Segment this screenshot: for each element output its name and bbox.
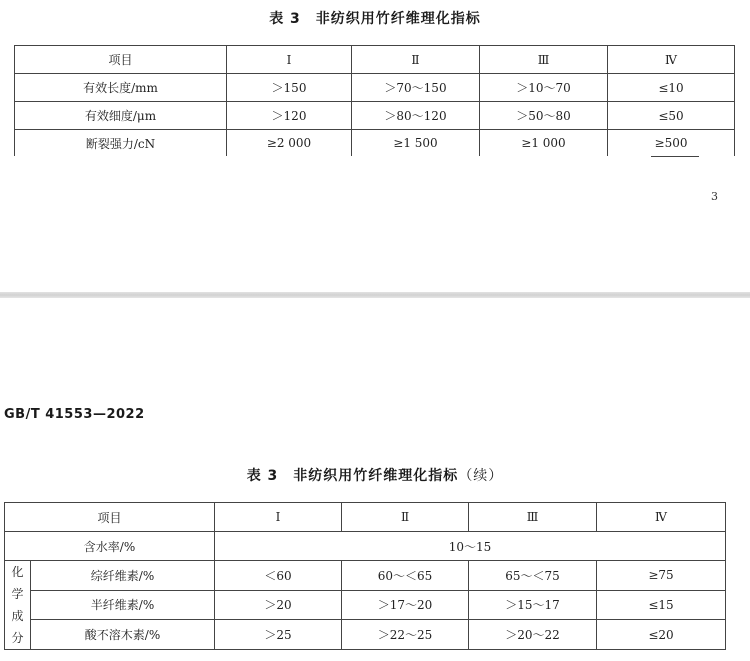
cell: ＜60	[215, 561, 342, 591]
cell: ＞150	[227, 74, 352, 102]
table-row	[15, 74, 735, 102]
header-grade-1: Ⅰ	[215, 503, 342, 532]
chemical-composition-group-label	[5, 561, 31, 650]
row-label: 有效细度/μm	[15, 102, 227, 130]
header-grade-3: Ⅲ	[469, 503, 597, 532]
cell: ＞10～70	[480, 74, 608, 102]
cell: ≤10	[608, 74, 735, 102]
table-row	[5, 590, 726, 620]
table-row	[15, 102, 735, 130]
physicochemical-table	[14, 45, 735, 156]
row-label: 含水率/%	[5, 532, 215, 561]
header-grade-1: Ⅰ	[227, 46, 352, 74]
table-title-text: 表 3 非纺织用竹纤维理化指标	[246, 468, 459, 484]
table-header-row	[5, 503, 726, 532]
group-char: 分	[11, 631, 24, 645]
cell: ≥2 000	[227, 130, 352, 157]
header-grade-2: Ⅱ	[342, 503, 469, 532]
page-number: 3	[711, 190, 718, 203]
header-grade-3: Ⅲ	[480, 46, 608, 74]
cell: ＞22～25	[342, 620, 469, 650]
cell: ＞20～22	[469, 620, 597, 650]
cell: ≤20	[597, 620, 726, 650]
cell: ≥75	[597, 561, 726, 591]
cell: ≥1 500	[352, 130, 480, 157]
cell: ＞50～80	[480, 102, 608, 130]
row-label: 综纤维素/%	[31, 561, 215, 591]
cell: ＞25	[215, 620, 342, 650]
group-char: 化	[11, 565, 24, 579]
header-grade-4: Ⅳ	[597, 503, 726, 532]
header-grade-4: Ⅳ	[608, 46, 735, 74]
header-item: 项目	[15, 46, 227, 74]
cell: 65～＜75	[469, 561, 597, 591]
table-row	[5, 620, 726, 650]
page-bottom	[0, 298, 750, 661]
standard-code: GB/T 41553—2022	[4, 407, 145, 422]
table-row-moisture	[5, 532, 726, 561]
cell: ＞17～20	[342, 590, 469, 620]
table-header-row	[15, 46, 735, 74]
table-title: 表 3 非纺织用竹纤维理化指标	[269, 11, 481, 27]
table-title-continued	[0, 465, 750, 485]
header-grade-2: Ⅱ	[352, 46, 480, 74]
group-char: 成	[11, 609, 24, 623]
table-row	[15, 130, 735, 157]
cell-merged: 10～15	[215, 532, 726, 561]
cell: ≥500	[608, 130, 735, 157]
physicochemical-table-continued	[4, 502, 726, 650]
page-top	[0, 0, 750, 292]
cell: ＞70～150	[352, 74, 480, 102]
cell: ≥1 000	[480, 130, 608, 157]
row-label: 断裂强力/cN	[15, 130, 227, 157]
table-row	[5, 561, 726, 591]
header-item: 项目	[5, 503, 215, 532]
table-partial-bottom-line	[651, 156, 699, 157]
cell: ≤15	[597, 590, 726, 620]
row-label: 半纤维素/%	[31, 590, 215, 620]
cell: ＞15～17	[469, 590, 597, 620]
group-char: 学	[11, 587, 24, 601]
cell: ≤50	[608, 102, 735, 130]
cell: 60～＜65	[342, 561, 469, 591]
row-label: 有效长度/mm	[15, 74, 227, 102]
row-label: 酸不溶木素/%	[31, 620, 215, 650]
cell: ＞80～120	[352, 102, 480, 130]
continued-label: （续）	[458, 468, 504, 484]
cell: ＞120	[227, 102, 352, 130]
cell: ＞20	[215, 590, 342, 620]
